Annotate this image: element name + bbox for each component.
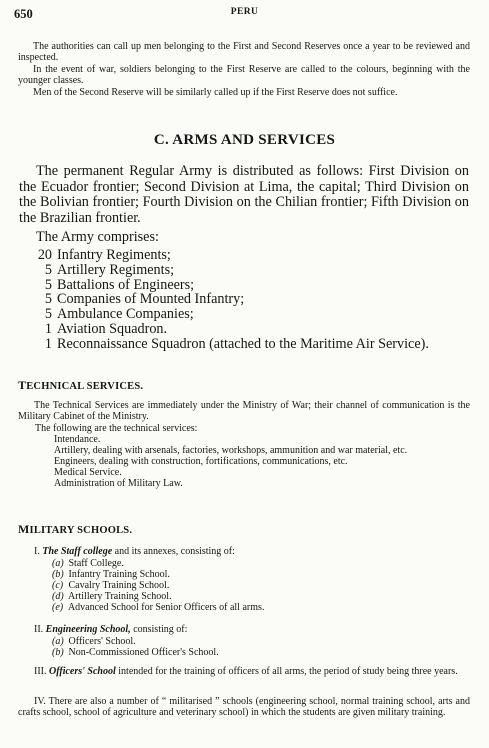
- list-item: 5 Ambulance Companies;: [44, 306, 194, 323]
- army-comprises-label: The Army comprises:: [36, 229, 159, 245]
- list-item: Artillery, dealing with arsenals, factories, workshops, ammunition and war material, etc.: [54, 445, 408, 456]
- list-item: Intendance.: [54, 434, 101, 445]
- list-item: (a) Officers' School.: [52, 636, 136, 647]
- list-item: (b) Non-Commissioned Officer's School.: [52, 647, 219, 658]
- army-distribution-paragraph: The permanent Regular Army is distributed as follows: First Division on the Ecuador frontier; Second Division at Lima, the capital; Third Division on the Bolivian frontier; Fourth Division on the Chilian frontier; Fifth Division on the Brazilian frontier.: [19, 163, 469, 226]
- list-item: (c) Cavalry Training School.: [52, 580, 170, 591]
- list-item: (e) Advanced School for Senior Officers of all arms.: [52, 602, 265, 613]
- army-units-list: [35, 248, 475, 352]
- school-entry-4: IV. There are also a number of “ militarised ” schools (engineering school, normal training school, arts and crafts school, school of agriculture and veterinary school) in which the students are given military training.: [18, 696, 470, 718]
- school-entry-2: II. Engineering School, consisting of:: [34, 624, 188, 635]
- technical-services-list: [54, 434, 469, 489]
- school-entry-1: I. The Staff college and its annexes, consisting of:: [34, 546, 235, 557]
- list-item: Administration of Military Law.: [54, 478, 183, 489]
- running-head: PERU: [230, 7, 259, 17]
- list-item: Medical Service.: [54, 467, 122, 478]
- first-reserve-paragraph: In the event of war, soldiers belonging to the First Reserve are called to the colours, beginning with the younger classes.: [18, 64, 470, 86]
- second-reserve-paragraph: Men of the Second Reserve will be similarly called up if the First Reserve does not suffice.: [33, 87, 398, 98]
- reserves-review-paragraph: The authorities can call up men belonging to the First and Second Reserves once a year to be reviewed and inspected.: [18, 41, 470, 63]
- list-item: (a) Staff College.: [52, 558, 124, 569]
- school-entry-3: III. Officers' School intended for the training of officers of all arms, the period of study being three years.: [34, 666, 458, 677]
- technical-services-following: The following are the technical services:: [35, 423, 198, 434]
- list-item: 5 Companies of Mounted Infantry;: [44, 291, 245, 308]
- list-item: (b) Infantry Training School.: [52, 569, 170, 580]
- technical-services-intro: The Technical Services are immediately under the Ministry of War; their channel of communication is the Military Cabinet of the Ministry.: [18, 400, 470, 422]
- page-header: [14, 7, 475, 21]
- list-item: 1 Reconnaissance Squadron (attached to the Maritime Air Service).: [44, 335, 429, 352]
- list-item: Engineers, dealing with construction, fortifications, communications, etc.: [54, 456, 348, 467]
- list-item: 5 Battalions of Engineers;: [44, 276, 195, 293]
- list-item: 20 Infantry Regiments;: [37, 247, 171, 263]
- list-item: 5 Artillery Regiments;: [44, 261, 175, 278]
- staff-college-annexes-list: [52, 558, 462, 613]
- section-title: C. ARMS AND SERVICES: [153, 132, 336, 148]
- technical-services-heading: TECHNICAL SERVICES.: [18, 378, 144, 392]
- engineering-school-list: [52, 636, 462, 658]
- page-number: 650: [14, 7, 33, 21]
- military-schools-heading: MILITARY SCHOOLS.: [18, 522, 133, 536]
- list-item: 1 Aviation Squadron.: [44, 320, 168, 337]
- list-item: (d) Artillery Training School.: [52, 591, 172, 602]
